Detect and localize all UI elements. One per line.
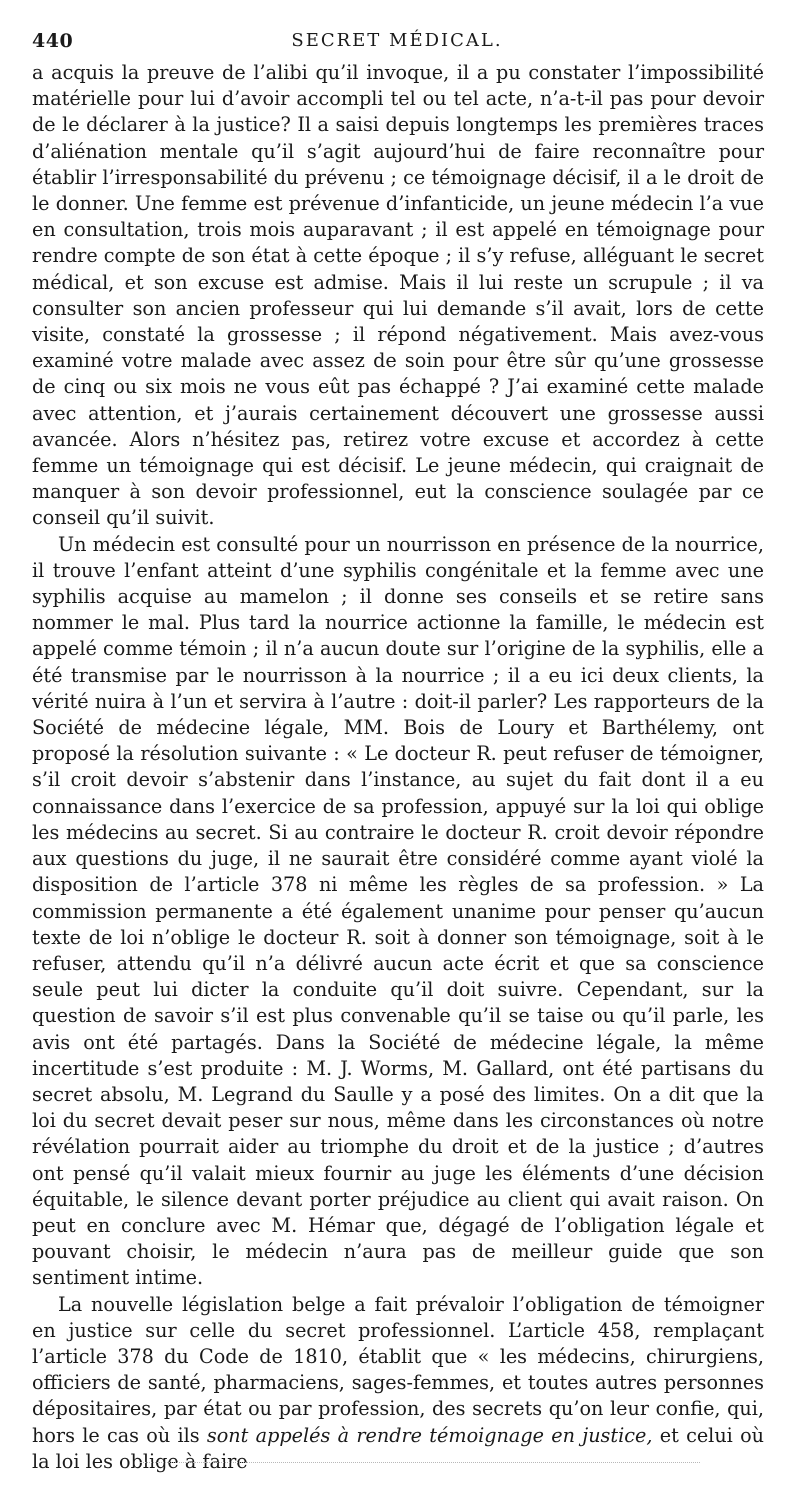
page-title: SECRET MÉDICAL. (291, 30, 503, 51)
paragraph-legislation-belge (32, 1292, 764, 1475)
italic-quotation: sont appelés à rendre témoignage en justice, (206, 1423, 653, 1447)
bottom-margin-marks (140, 1462, 700, 1465)
paragraph-text-start: La nouvelle législation belge a fait prévaloir l’obligation de témoigner en justice sur celle du secret professionnel. L’article 458, remplaçant l’article 378 du Code de 1810, établit que « les médecins, chirurgiens, officiers de santé, pharmaciens, sages-femmes, et toutes autres personnes dépositaires, par état ou par profession, des secrets qu’on leur confie, qui, hors le cas où ils (32, 1292, 764, 1447)
paragraph-alibi: a acquis la preuve de l’alibi qu’il invoque, il a pu constater l’impossibilité matérielle pour lui d’avoir accompli tel ou tel acte, n’a-t-il pas pour devoir de le déclarer à la justice? Il a saisi depuis longtemps les premières traces d’aliénation mentale qu’il s’agit aujourd’hui de faire reconnaître pour établir l’irresponsabilité du prévenu ; ce témoignage décisif, il a le droit de le donner. Une femme est prévenue d’infanticide, un jeune médecin l’a vue en consultation, trois mois auparavant ; il est appelé en témoignage pour rendre compte de son état à cette époque ; il s’y refuse, alléguant le secret médical, et son excuse est admise. Mais il lui reste un scrupule ; il va consulter son ancien professeur qui lui demande s’il avait, lors de cette visite, constaté la grossesse ; il répond négativement. Mais avez-vous examiné votre malade avec assez de soin pour être sûr qu’une grossesse de cinq ou six mois ne vous eût pas échappé ? J’ai examiné cette malade avec attention, et j’aurais certainement découvert une grossesse aussi avancée. Alors n’hésitez pas, retirez votre excuse et accordez à cette femme un témoignage qui est décisif. Le jeune médecin, qui craignait de manquer à son devoir professionnel, eut la conscience soulagée par ce conseil qu’il suivit. (32, 61, 764, 530)
paragraph-text-end: et celui où la loi les oblige à faire (32, 1423, 764, 1473)
paragraph-nourrisson: Un médecin est consulté pour un nourrisson en présence de la nourrice, il trouve l’enfant atteint d’une syphilis congénitale et la femme avec une syphilis acquise au mamelon ; il donne ses conseils et se retire sans nommer le mal. Plus tard la nourrice actionne la famille, le médecin est appelé comme témoin ; il n’a aucun doute sur l’origine de la syphilis, elle a été transmise par le nourrisson à la nourrice ; il a eu ici deux clients, la vérité nuira à l’un et servira à l’autre : doit-il parler? Les rapporteurs de la Société de médecine légale, MM. Bois de Loury et Barthélemy, ont proposé la résolution suivante : « Le docteur R. peut refuser de témoigner, s’il croit devoir s’abstenir dans l’instance, au sujet du fait dont il a eu connaissance dans l’exercice de sa profession, appuyé sur la loi qui oblige les médecins au secret. Si au contraire le docteur R. croit devoir répondre aux questions du juge, il ne saurait être considéré comme ayant violé la disposition de l’article 378 ni même les règles de sa profession. » La commission permanente a été également unanime pour penser qu’aucun texte de loi n’oblige le docteur R. soit à donner son témoignage, soit à le refuser, attendu qu’il n’a délivré aucun acte écrit et que sa conscience seule peut lui dicter la conduite qu’il doit suivre. Cependant, sur la question de savoir s’il est plus convenable qu’il se taise ou qu’il parle, les avis ont été partagés. Dans la Société de médecine légale, la même incertitude s’est produite : M. J. Worms, M. Gallard, ont été partisans du secret absolu, M. Legrand du Saulle y a posé des limites. On a dit que la loi du secret devait peser sur nous, même dans les circonstances où notre révélation pourrait aider au triomphe du droit et de la justice ; d’autres ont pensé qu’il valait mieux fournir au juge les éléments d’une décision équitable, le silence devant porter préjudice au client qui avait raison. On peut en conclure avec M. Hémar que, dégagé de l’obligation légale et pouvant choisir, le médecin n’aura pas de meilleur guide que son sentiment intime. (32, 532, 764, 1290)
running-head (32, 30, 762, 56)
body-text (32, 60, 764, 1475)
page-number: 440 (32, 30, 74, 52)
